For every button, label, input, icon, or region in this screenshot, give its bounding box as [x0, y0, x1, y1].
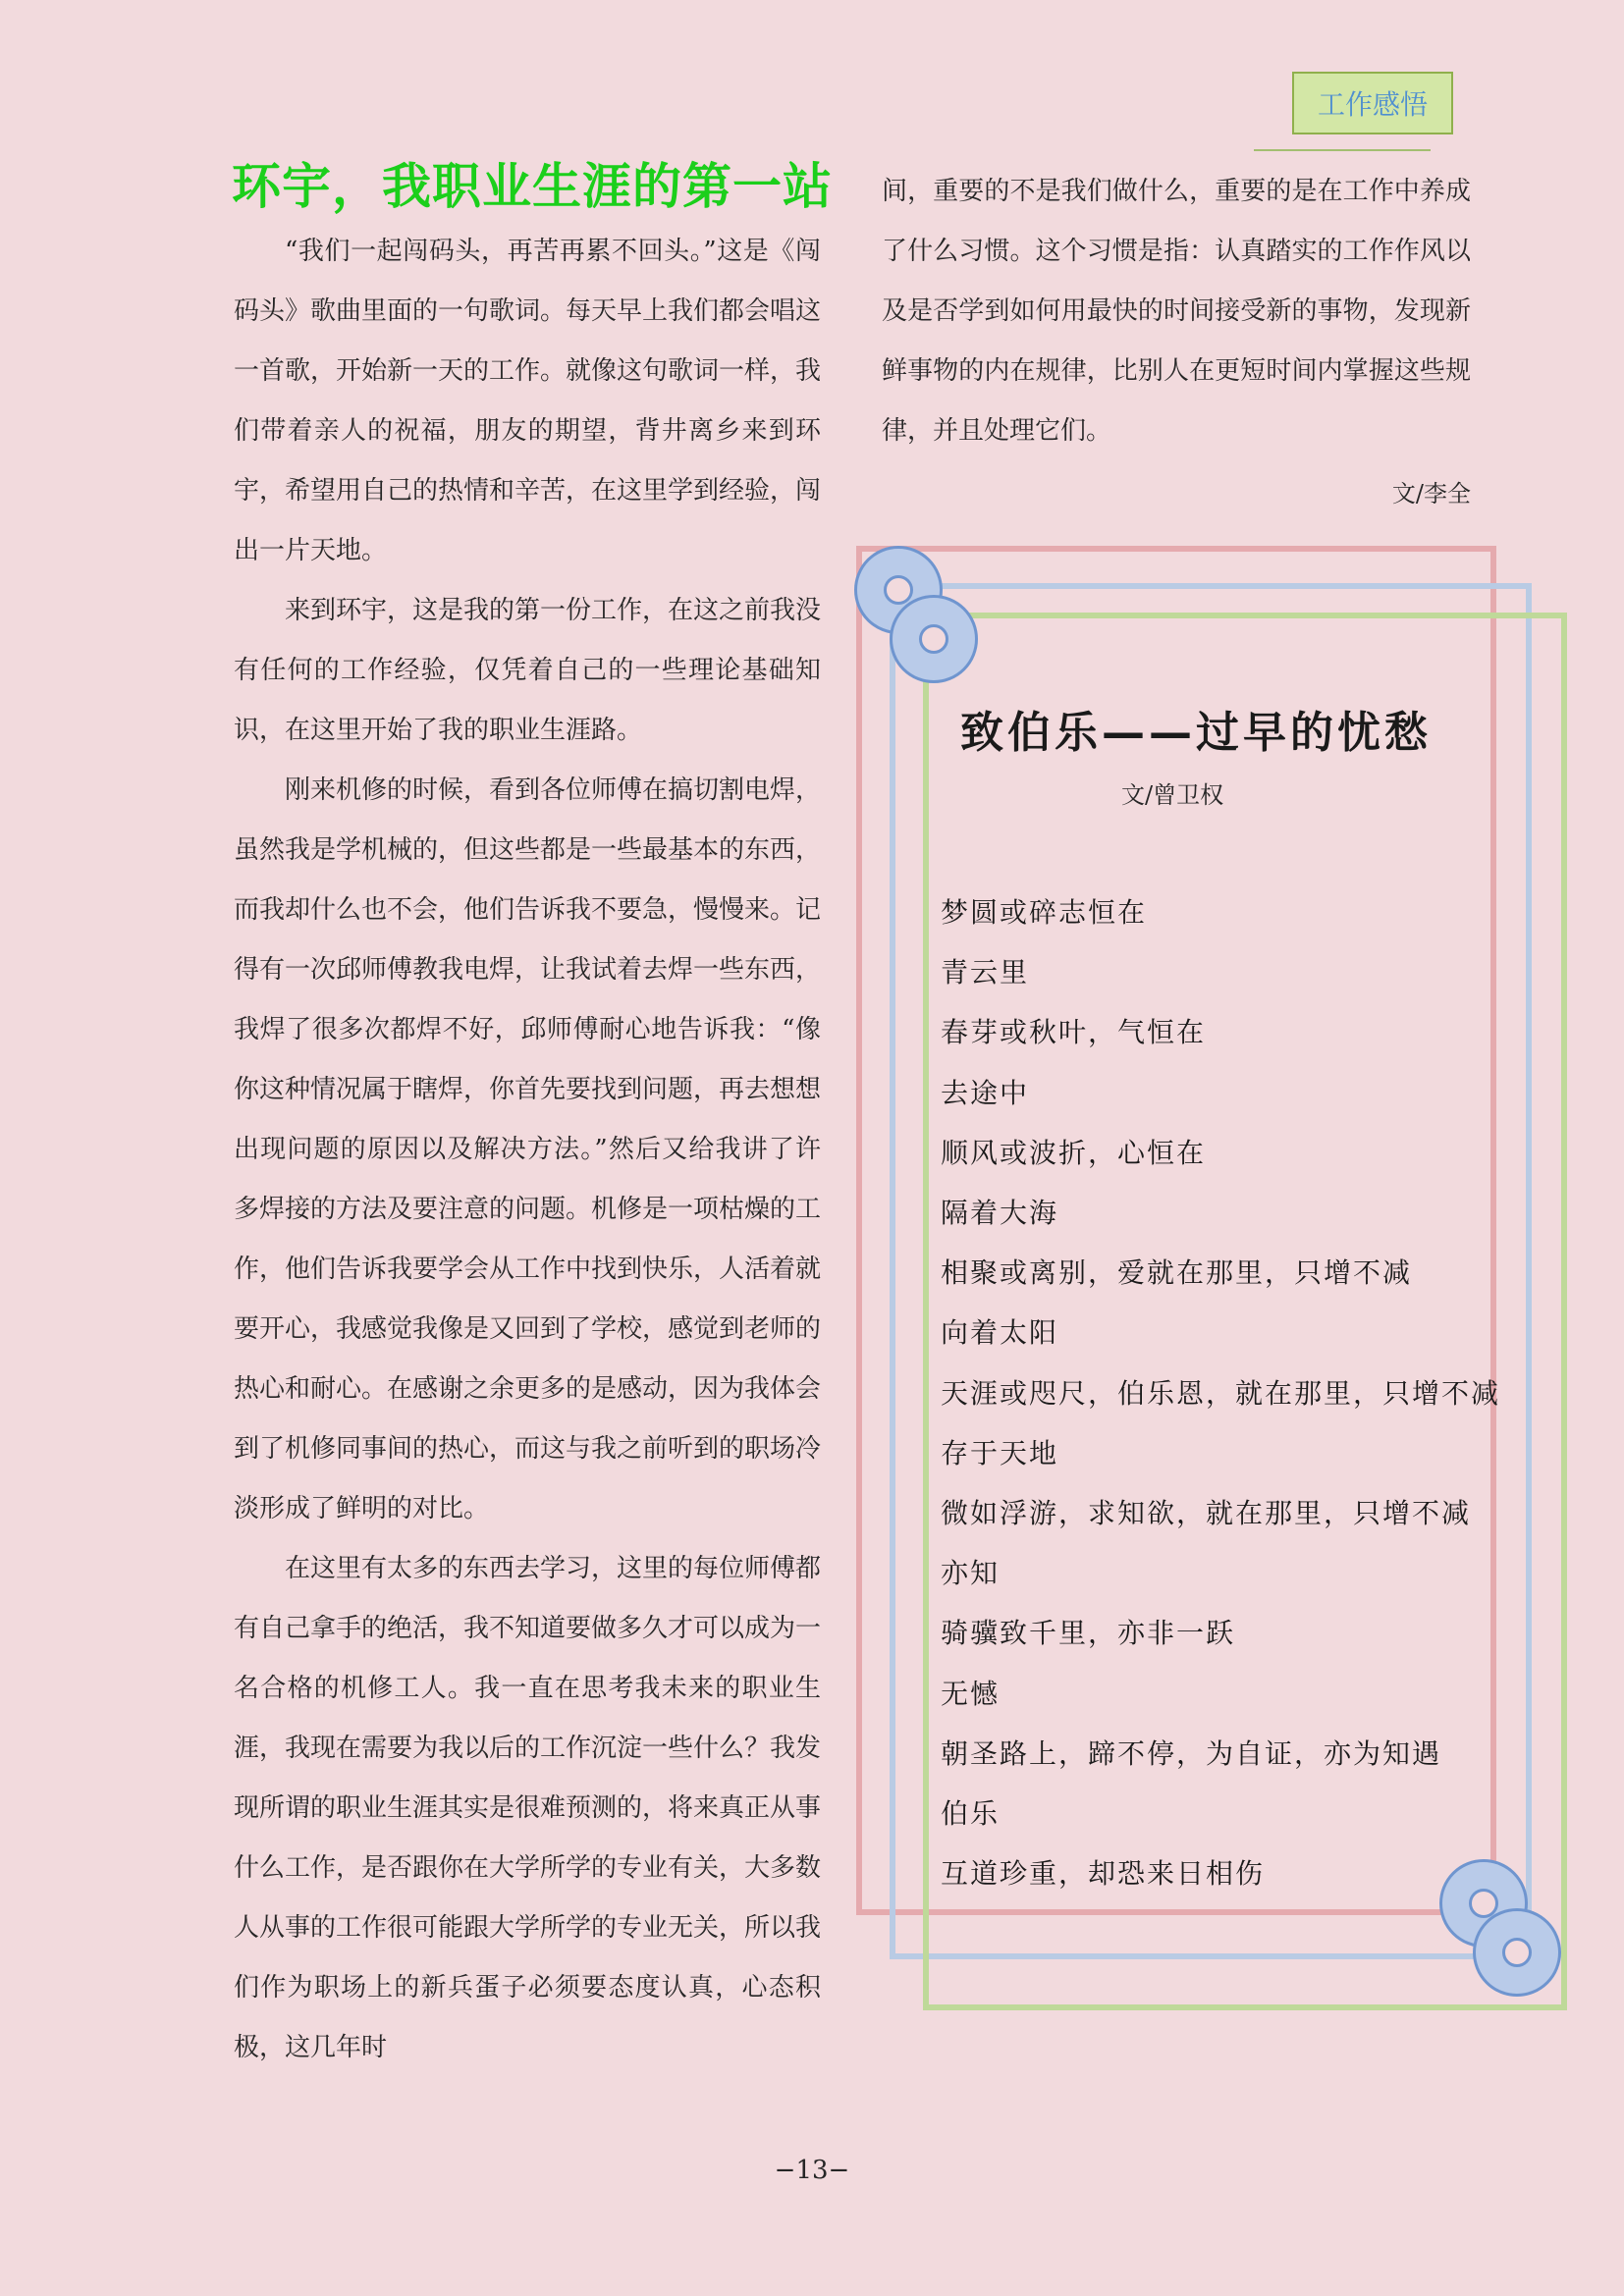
poem-line: 梦圆或碎志恒在: [941, 896, 1148, 929]
poem-line: 骑骥致千里，亦非一跃: [941, 1617, 1236, 1650]
poem-line: 去途中: [941, 1076, 1030, 1109]
poem-line: 存于天地: [941, 1436, 1059, 1469]
article-body-left: [234, 222, 821, 2078]
poem-line: 顺风或波折，心恒在: [941, 1136, 1207, 1169]
article-paragraph-4: 在这里有太多的东西去学习，这里的每位师傅都有自己拿手的绝活，我不知道要做多久才可以成为一名合格的机修工人。我一直在思考我未来的职业生涯，我现在需要为我以后的工作沉淀一些什么？我发现所谓的职业生涯其实是很难预测的，将来真正从事什么工作，是否跟你在大学所学的专业有关，大多数人从事的工作很可能跟大学所学的专业无关，所以我们作为职场上的新兵蛋子必须要态度认真，心态积极，这几年时: [234, 1554, 822, 2062]
article-paragraph-3: 刚来机修的时候，看到各位师傅在搞切割电焊，虽然我是学机械的，但这些都是一些最基本的东西，而我却什么也不会，他们告诉我不要急，慢慢来。记得有一次邱师傅教我电焊，让我试着去焊一些东西，我焊了很多次都焊不好，邱师傅耐心地告诉我：“像你这种情况属于瞎焊，你首先要找到问题，再去想想出现问题的原因以及解决方法。”然后又给我讲了许多焊接的方法及要注意的问题。机修是一项枯燥的工作，他们告诉我要学会从工作中找到快乐，人活着就要开心，我感觉我像是又回到了学校，感觉到老师的热心和耐心。在感谢之余更多的是感动，因为我体会到了机修同事间的热心，而这与我之前听到的职场冷淡形成了鲜明的对比。: [234, 775, 822, 1523]
poem-author: 文/曾卫权: [1121, 781, 1224, 809]
poem-line: 微如浮游，求知欲，就在那里，只增不减: [941, 1497, 1472, 1530]
poem-line: 春芽或秋叶，气恒在: [941, 1016, 1207, 1049]
poem-line: 相聚或离别，爱就在那里，只增不减: [941, 1256, 1413, 1290]
poem-line: 向着太阳: [941, 1316, 1059, 1350]
poem-line: 隔着大海: [941, 1197, 1059, 1230]
poem-line: 青云里: [941, 956, 1030, 989]
article-paragraph-1: “我们一起闯码头，再苦再累不回头。”这是《闯码头》歌曲里面的一句歌词。每天早上我们都会唱这一首歌，开始新一天的工作。就像这句歌词一样，我们带着亲人的祝福，朋友的期望，背井离乡来到环宇，希望用自己的热情和辛苦，在这里学到经验，闯出一片天地。: [234, 237, 822, 565]
article-paragraph-2: 来到环宇，这是我的第一份工作，在这之前我没有任何的工作经验，仅凭着自己的一些理论基础知识，在这里开始了我的职业生涯路。: [234, 596, 822, 745]
article-body-right: [882, 162, 1471, 461]
ring-decoration-icon: [890, 595, 978, 683]
page-number: −13−: [774, 2156, 850, 2185]
article-continuation: 间，重要的不是我们做什么，重要的是在工作中养成了什么习惯。这个习惯是指：认真踏实的工作作风以及是否学到如何用最快的时间接受新的事物，发现新鲜事物的内在规律，比别人在更短时间内掌握这些规律，并且处理它们。: [882, 177, 1471, 446]
article-author: 文/李全: [1391, 480, 1471, 507]
poem-line: 伯乐: [941, 1797, 1001, 1831]
poem-body: [941, 882, 1501, 1903]
poem-line: 亦知: [941, 1557, 1001, 1590]
poem-line: 天涯或咫尺，伯乐恩，就在那里，只增不减: [941, 1376, 1501, 1410]
poem-line: 朝圣路上，蹄不停，为自证，亦为知遇: [941, 1736, 1442, 1770]
poem-title: 致伯乐——过早的忧愁: [960, 708, 1432, 758]
poem-line: 互道珍重，却恐来日相伤: [941, 1857, 1266, 1891]
ring-decoration-icon: [1473, 1908, 1561, 1997]
poem-line: 无憾: [941, 1677, 1001, 1710]
section-tag: 工作感悟: [1292, 72, 1453, 134]
section-tag-underline: [1254, 149, 1431, 151]
article-title: 环宇，我职业生涯的第一站: [232, 158, 833, 215]
